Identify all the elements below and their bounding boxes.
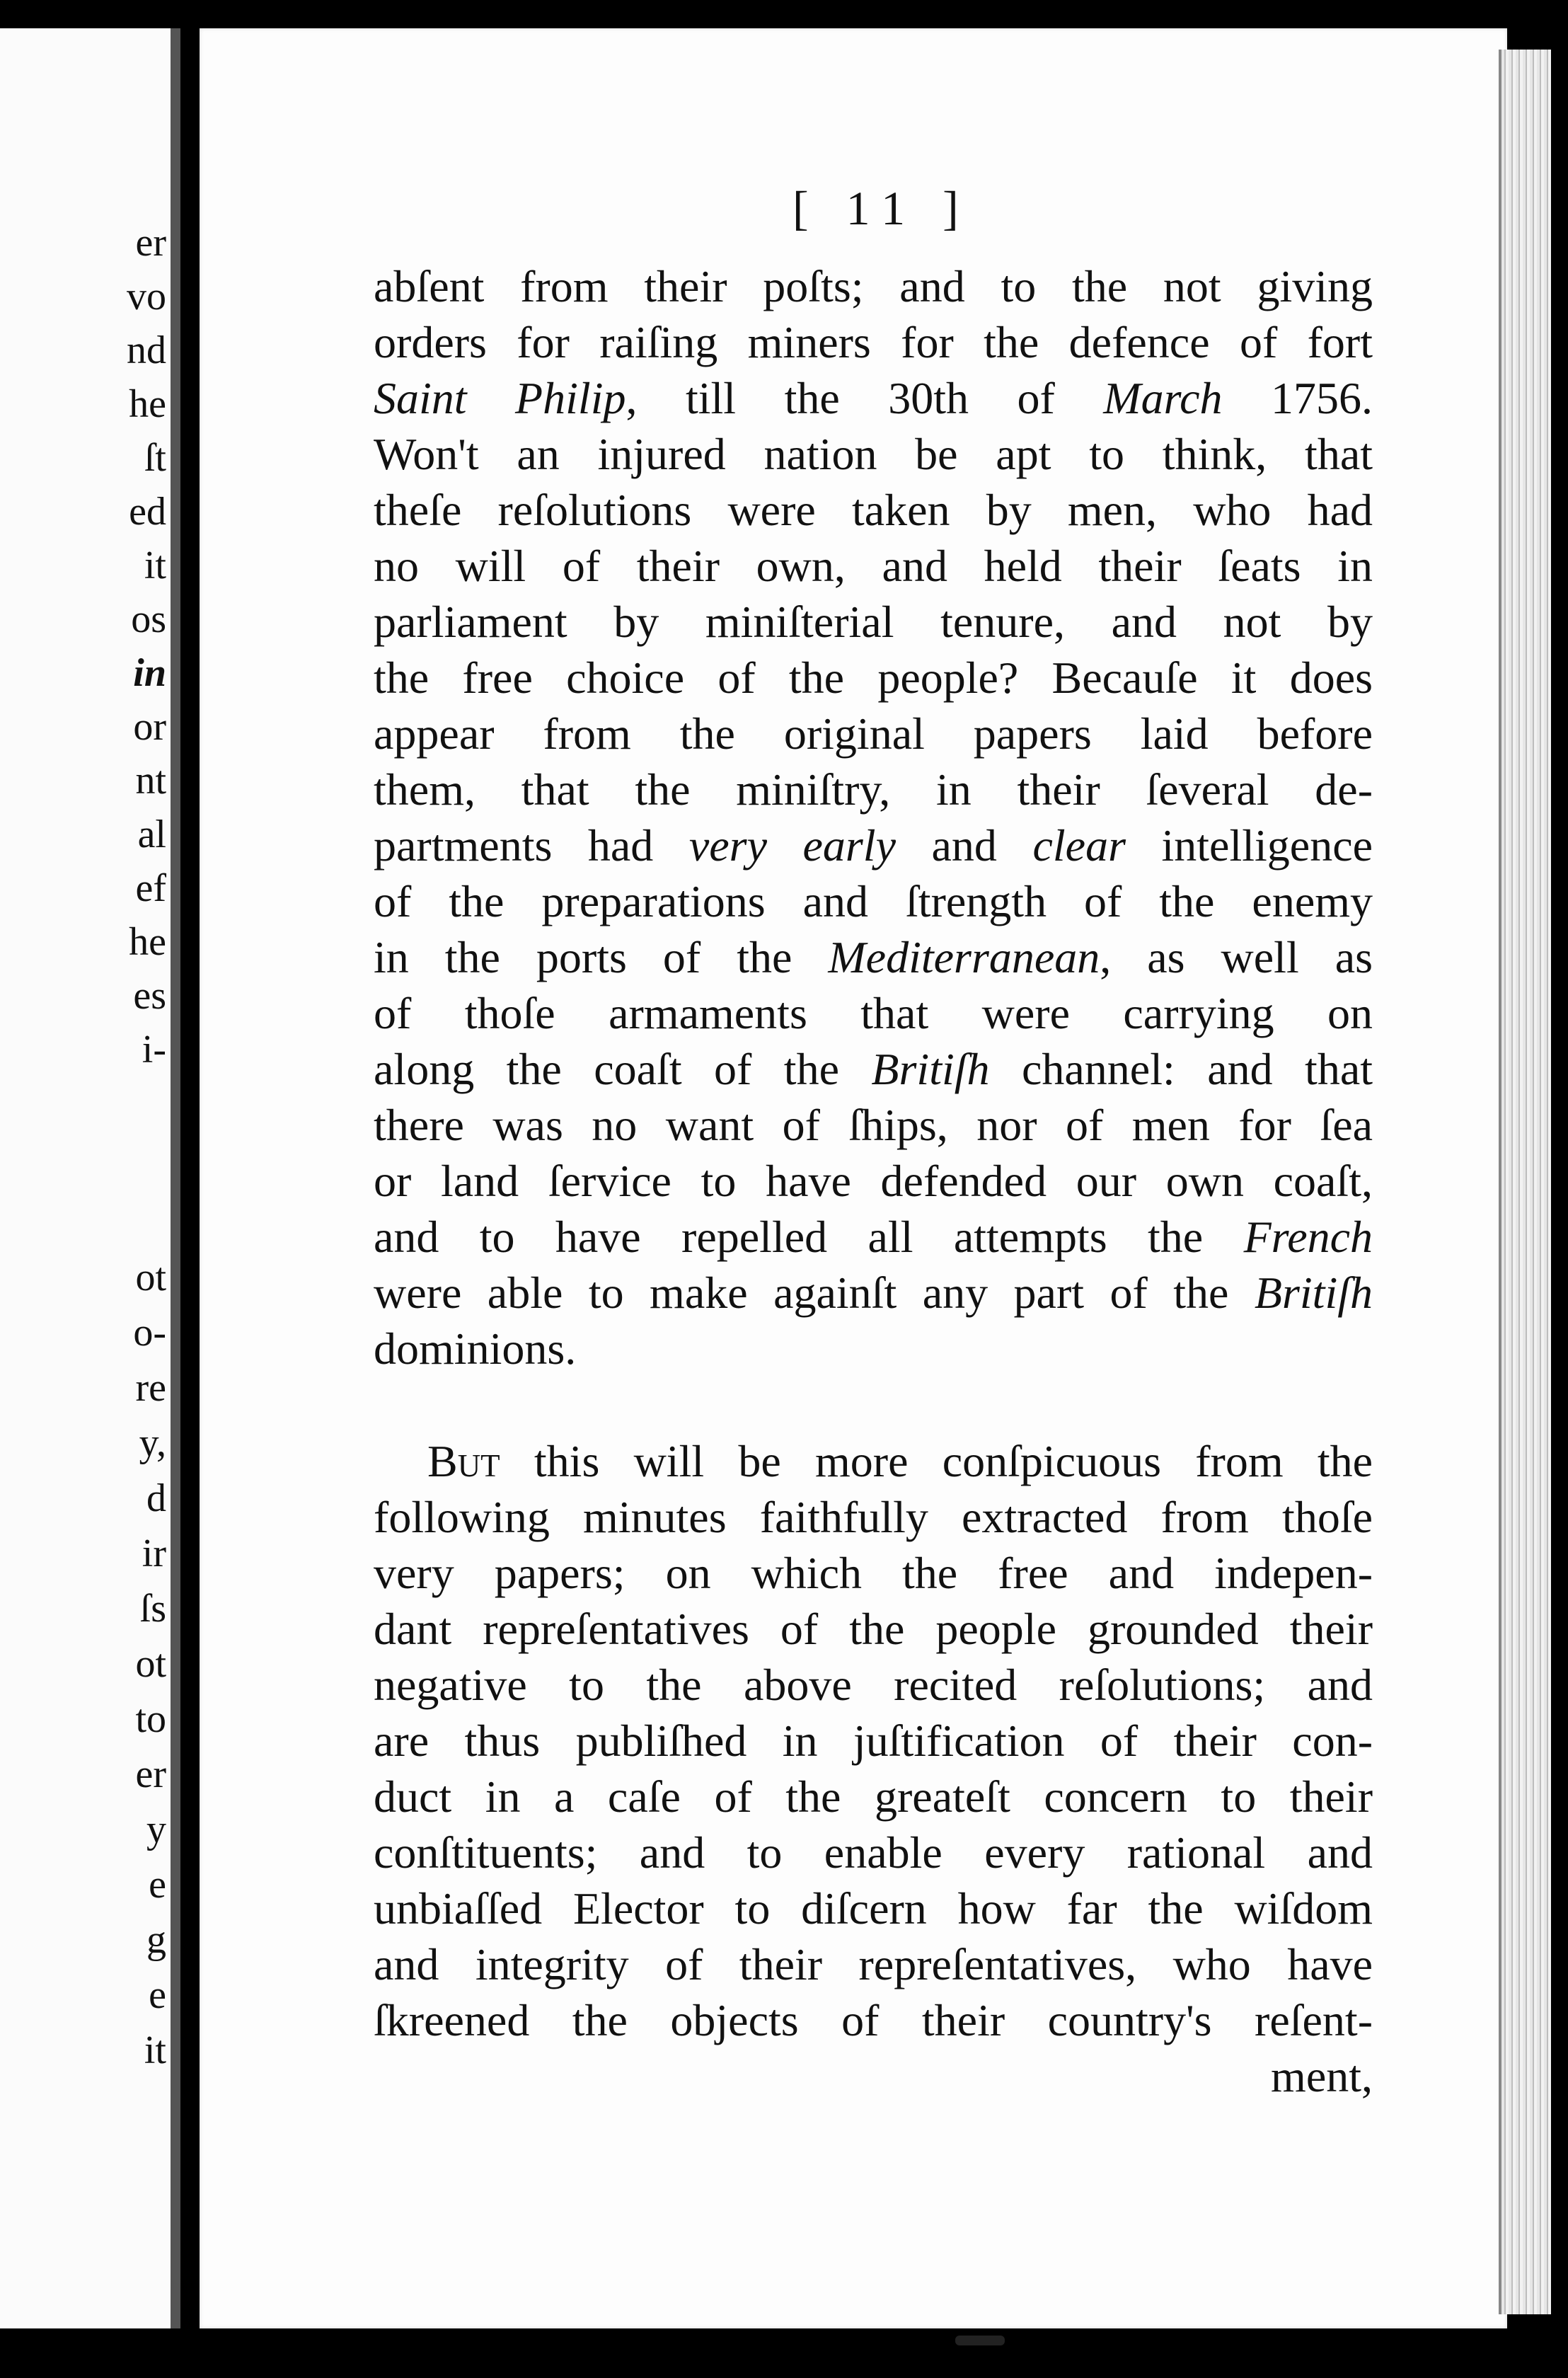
left-page-fragment: re [135,1366,166,1410]
text-line [374,314,1373,370]
text-segment: 1756. [1222,373,1373,423]
text-segment: and integrity of their repreſentatives, who have [374,1939,1373,1989]
text-segment: negative to the above recited reſolutions; and [374,1660,1373,1710]
left-page-fragment: d [146,1476,166,1520]
left-page-fragment: er [135,1752,166,1796]
text-line [374,594,1373,650]
text-line [374,650,1373,706]
italic-segment: Britiſh [1254,1268,1373,1318]
text-segment: are thus publiſhed in juſtification of their con- [374,1716,1373,1766]
text-segment: along the coaſt of the [374,1044,872,1094]
italic-segment: March [1103,373,1223,423]
text-segment: in the ports of the [374,932,829,982]
left-page-fragment: ſs [139,1587,166,1631]
italic-segment: Britiſh [871,1044,990,1094]
left-facing-page [0,28,180,2328]
left-page-fragment: vo [127,275,166,318]
text-line [374,1657,1373,1713]
left-page-fragment: ot [135,1642,166,1686]
text-segment: no will of their own, and held their ſeats in [374,541,1373,591]
text-segment: there was no want of ſhips, nor of men for ſea [374,1100,1373,1150]
text-line [374,985,1373,1041]
text-segment: ſkreened the objects of their country's reſent- [374,1995,1373,2045]
italic-segment: Saint Philip [374,373,626,423]
text-segment: , as well as [1100,932,1373,982]
left-page-fragment: ot [135,1256,166,1299]
text-line [374,1321,1373,1377]
left-page-fragment: es [133,974,166,1018]
text-line [374,873,1373,929]
left-page-fragment: it [144,2028,166,2072]
left-page-fragment: y, [139,1421,166,1465]
paragraph [374,258,1373,1377]
text-segment: intelligence [1125,820,1373,871]
text-line [374,706,1373,762]
text-line [374,1097,1373,1153]
text-segment: orders for raiſing miners for the defence of fort [374,317,1373,367]
text-line [374,1880,1373,1936]
catchword: ment, [1271,2051,1373,2101]
text-line [374,258,1373,314]
text-line [374,482,1373,538]
italic-segment: French [1243,1212,1373,1262]
text-line [374,1489,1373,1545]
text-line [374,426,1373,482]
left-page-fragment: nd [127,328,166,372]
text-segment: duct in a caſe of the greateſt concern to their [374,1771,1373,1822]
text-segment: channel: and that [989,1044,1373,1094]
left-page-fragment: or [133,705,166,749]
text-segment: or land ſervice to have defended our own coaſt, [374,1156,1373,1206]
body-text [374,258,1373,2104]
italic-segment: very early [688,820,896,871]
text-line [374,817,1373,873]
text-line [374,1601,1373,1657]
text-segment: of thoſe armaments that were carrying on [374,988,1373,1038]
text-line [374,1769,1373,1825]
left-page-fragment: ef [135,866,166,910]
text-segment: abſent from their poſts; and to the not giving [374,261,1373,311]
text-line [374,370,1373,426]
text-line [374,1209,1373,1265]
left-page-fragment: in [133,651,166,695]
text-segment: following minutes faithfully extracted from thoſe [374,1492,1373,1542]
left-page-fragment: y [146,1808,166,1851]
left-page-fragment: al [137,812,166,856]
text-segment: and [896,820,1033,871]
left-page-fragment: he [129,920,166,964]
text-segment: them, that the miniſtry, in their ſeveral de- [374,764,1373,815]
text-line [374,1992,1373,2048]
text-line [374,1433,1373,1489]
page-number: [ 11 ] [792,181,972,235]
left-page-fragment: ſt [144,436,166,480]
left-page-fragment: it [144,544,166,587]
text-segment: Won't an injured nation be apt to think, that [374,429,1373,479]
text-line [374,1041,1373,1097]
left-page-fragment: e [149,1863,166,1907]
italic-segment: clear [1032,820,1126,871]
text-segment: conſtituents; and to enable every rational and [374,1827,1373,1878]
left-page-fragment: os [131,597,166,641]
text-segment: very papers; on which the free and indepen- [374,1548,1373,1598]
scan-artifact-mark [955,2336,1005,2345]
text-line [374,1153,1373,1209]
left-page-fragment: ir [142,1532,166,1575]
text-segment: of the preparations and ſtrength of the enemy [374,876,1373,926]
text-segment: parliament by miniſterial tenure, and not by [374,597,1373,647]
text-segment: appear from the original papers laid before [374,708,1373,759]
left-page-fragment: e [149,1973,166,2017]
text-line [374,929,1373,985]
text-segment: and to have repelled all attempts the [374,1212,1244,1262]
left-page-fragment: g [146,1918,166,1962]
left-page-fragment: o- [133,1311,166,1355]
text-line [374,1713,1373,1769]
text-segment: theſe reſolutions were taken by men, who had [374,485,1373,535]
left-page-fragment: i- [142,1028,166,1072]
text-segment: this will be more conſpicuous from the [500,1436,1373,1486]
text-line [374,1936,1373,1992]
text-line [374,762,1373,817]
italic-segment: Mediterranean [828,932,1100,982]
page-edge [1499,50,1551,2314]
text-line [374,1545,1373,1601]
text-line [374,538,1373,594]
left-page-fragment: ed [129,490,166,534]
text-segment: dant repreſentatives of the people grounded their [374,1604,1373,1654]
text-segment: , till the 30th of [626,373,1104,423]
text-segment: partments had [374,820,689,871]
text-segment: were able to make againſt any part of the [374,1268,1255,1318]
text-segment: But [427,1436,500,1486]
text-line [374,1825,1373,1880]
text-line [374,1265,1373,1321]
left-page-fragment: er [135,221,166,265]
left-page-fragment: he [129,382,166,426]
paragraph [374,1433,1373,2048]
text-segment: unbiaſſed Elector to diſcern how far the wiſdom [374,1883,1373,1934]
text-segment: dominions. [374,1323,577,1374]
paragraph-gap [374,1377,1373,1433]
text-segment: the free choice of the people? Becauſe it does [374,653,1373,703]
left-page-fragment: nt [135,759,166,803]
left-page-fragment: to [135,1697,166,1741]
